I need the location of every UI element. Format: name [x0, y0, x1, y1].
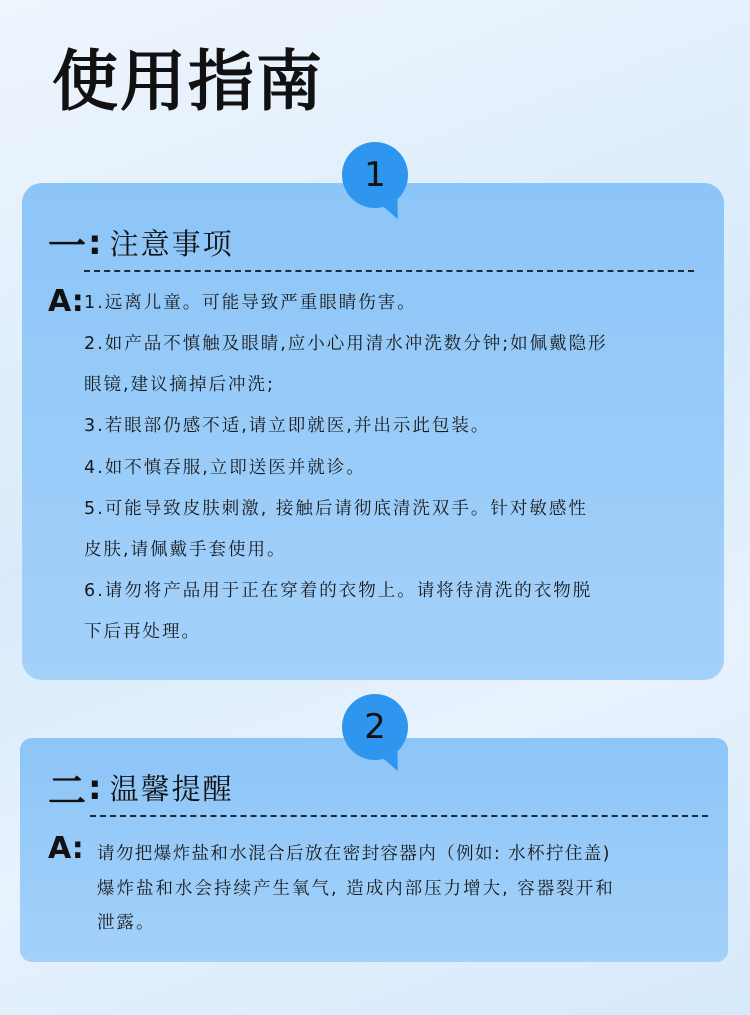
- section-1-title: 注意事项: [109, 227, 234, 261]
- notice-line: 眼镜,建议摘掉后冲洗;: [84, 375, 275, 395]
- section-2-badge: 2: [342, 694, 408, 760]
- section-1-heading: [48, 215, 234, 270]
- section-1-divider: [84, 270, 694, 272]
- reminder-line: 请勿把爆炸盐和水混合后放在密封容器内（例如: 水杯拧住盖): [97, 844, 611, 864]
- section-2-heading: [48, 760, 234, 815]
- section-1-number: 一: [48, 224, 87, 268]
- notice-line: 2.如产品不慎触及眼睛,应小心用清水冲洗数分钟;如佩戴隐形: [84, 334, 608, 354]
- section-2-number: 二: [48, 769, 87, 813]
- section-2-answer-label: A:: [48, 831, 84, 866]
- section-1-answer-label: A:: [48, 284, 84, 319]
- section-1-colon: :: [88, 222, 102, 263]
- notice-line: 6.请勿将产品用于正在穿着的衣物上。请将待清洗的衣物脱: [84, 581, 593, 601]
- notice-line: 4.如不慎吞服,立即送医并就诊。: [84, 458, 366, 478]
- section-2-title: 温馨提醒: [109, 772, 234, 806]
- reminder-line: 泄露。: [97, 913, 156, 933]
- section-2-colon: :: [88, 767, 102, 808]
- notice-line: 1.远离儿童。可能导致严重眼睛伤害。: [84, 293, 417, 313]
- notice-line: 下后再处理。: [84, 622, 201, 642]
- section-2-divider: [90, 815, 708, 817]
- section-1-badge: 1: [342, 142, 408, 208]
- notice-line: 3.若眼部仍感不适,请立即就医,并出示此包装。: [84, 416, 491, 436]
- notice-line: 5.可能导致皮肤刺激, 接触后请彻底清洗双手。针对敏感性: [84, 499, 588, 519]
- notice-line: 皮肤,请佩戴手套使用。: [84, 540, 287, 560]
- reminder-line: 爆炸盐和水会持续产生氧气, 造成内部压力增大, 容器裂开和: [97, 879, 615, 899]
- page-title: 使用指南: [52, 43, 324, 120]
